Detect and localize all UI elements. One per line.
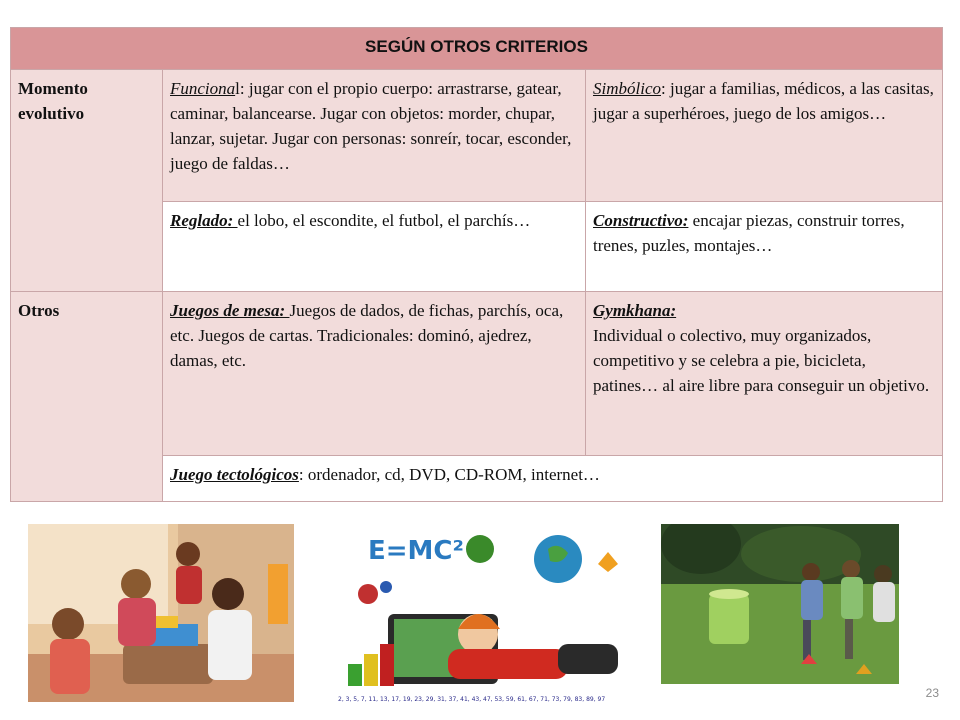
- cell-title: Funciona: [170, 79, 236, 98]
- cell-text: : jugar a familias, médicos, a las casitas, jugar a superhéroes, juego de los amigos…: [593, 79, 934, 123]
- cell-text: : jugar con el propio cuerpo: arrastrarse, gatear, caminar, balancearse. Jugar con objetos: morder, chupar, lanzar, sujetar. Jugar con personas: sonreír, tocar, esconder, juego de faldas…: [170, 79, 572, 173]
- cell-title-tail: l: [235, 79, 240, 98]
- cell-text: Individual o colectivo, muy organizados, competitivo y se celebra a pie, bicicleta, patines… al aire libre para conseguir un objetivo.: [593, 326, 930, 395]
- table-header: SEGÚN OTROS CRITERIOS: [11, 28, 943, 70]
- cell-title: Reglado:: [170, 211, 238, 230]
- cell-text: : ordenador, cd, DVD, CD-ROM, internet…: [298, 465, 600, 484]
- numbers-strip: 2, 3, 5, 7, 11, 13, 17, 19, 23, 29, 31, 37, 41, 43, 47, 53, 59, 61, 67, 71, 73, 79, 83, 89, 97: [338, 696, 606, 703]
- cell-title: Juegos de mesa:: [170, 301, 290, 320]
- cell-constructivo: [586, 202, 943, 292]
- cell-title: Constructivo:: [593, 211, 689, 230]
- cell-text: el lobo, el escondite, el futbol, el parchís…: [237, 211, 531, 230]
- photo-gymkhana-outdoors: [661, 524, 899, 684]
- cell-title: Juego tectológicos: [170, 465, 299, 484]
- cell-gymkhana: [586, 292, 943, 456]
- cell-title: Simbólico: [593, 79, 661, 98]
- criteria-table: [10, 27, 943, 502]
- row-label-otros: Otros: [11, 292, 163, 502]
- cell-simbolico: [586, 70, 943, 202]
- row-label-momento-evolutivo: Momento evolutivo: [11, 70, 163, 292]
- cell-title: Gymkhana:: [593, 301, 677, 320]
- formula-text: E=MC²: [368, 536, 464, 566]
- cell-reglado: [163, 202, 586, 292]
- cell-funcional: [163, 70, 586, 202]
- cell-juegos-de-mesa: [163, 292, 586, 456]
- photo-learning-collage: [328, 519, 633, 706]
- cell-text: Juegos de dados, de fichas, parchís, oca, etc. Juegos de cartas. Tradicionales: dominó, ajedrez, damas, etc.: [170, 301, 564, 370]
- cell-tecnologicos: [163, 456, 943, 502]
- cell-text: encajar piezas, construir torres, trenes, puzles, montajes…: [593, 211, 905, 255]
- photo-children-playing: [28, 524, 294, 702]
- slide-number: 23: [925, 686, 939, 700]
